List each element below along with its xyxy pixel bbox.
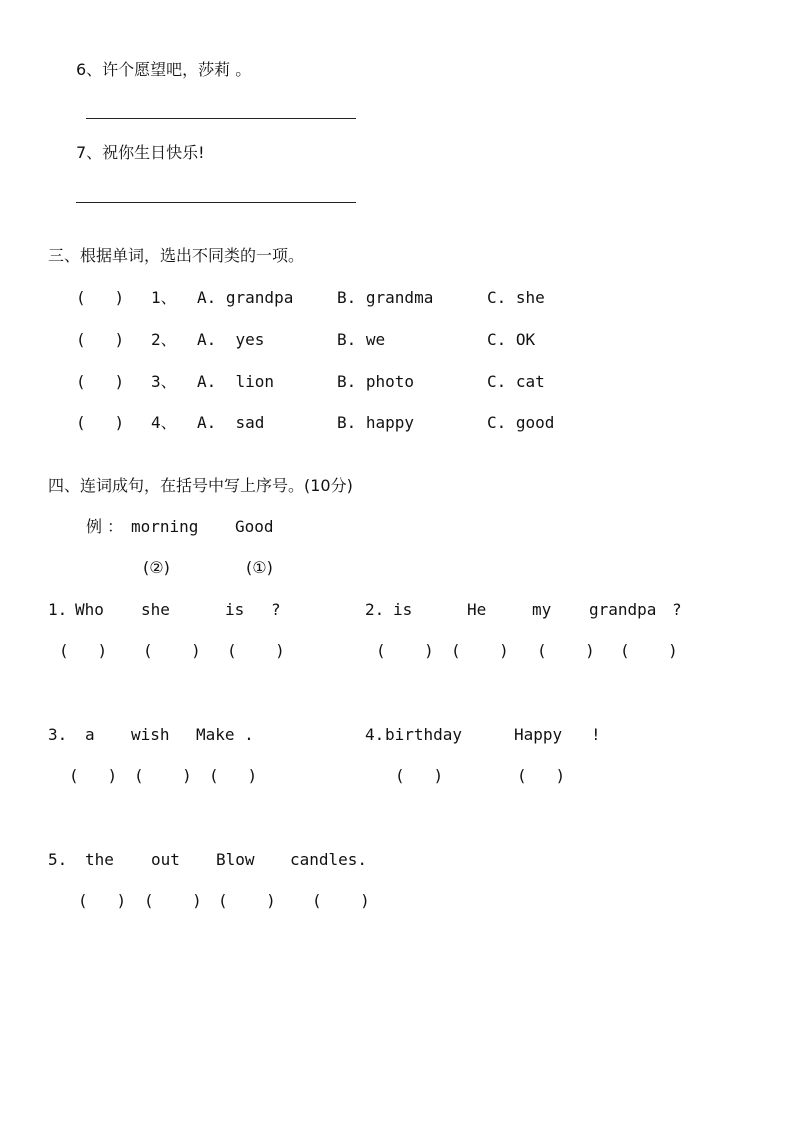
translation-q6: 6、许个愿望吧，莎莉 。 bbox=[76, 60, 252, 79]
word: she bbox=[141, 600, 170, 619]
option-b: B. photo bbox=[337, 372, 415, 391]
section4-title: 四、连词成句，在括号中写上序号。(10分) bbox=[48, 476, 353, 495]
word: a bbox=[85, 725, 95, 744]
word: ? bbox=[271, 600, 281, 619]
question-number: 5. bbox=[48, 850, 68, 869]
word: ? bbox=[672, 600, 682, 619]
word: Make . bbox=[196, 725, 254, 744]
answer-paren[interactable]: ( ) bbox=[227, 641, 285, 660]
answer-paren[interactable]: ( ) bbox=[76, 330, 125, 349]
word: out bbox=[151, 850, 180, 869]
answer-paren[interactable]: ( ) bbox=[59, 641, 108, 660]
section3-title: 三、根据单词，选出不同类的一项。 bbox=[48, 246, 305, 265]
word: wish bbox=[131, 725, 170, 744]
example-label: 例 ： bbox=[86, 517, 124, 536]
example-mark-1: (②) bbox=[143, 558, 170, 577]
item-number: 1、 bbox=[151, 288, 177, 307]
answer-paren[interactable]: ( ) bbox=[218, 891, 276, 910]
option-b: B. we bbox=[337, 330, 386, 349]
option-c: C. OK bbox=[487, 330, 536, 349]
word: Blow bbox=[216, 850, 255, 869]
option-a: A. yes bbox=[197, 330, 265, 349]
answer-paren[interactable]: ( ) bbox=[517, 766, 566, 785]
question-number: 1. bbox=[48, 600, 68, 619]
word: is bbox=[393, 600, 413, 619]
answer-line-q7[interactable] bbox=[76, 202, 356, 203]
option-c: C. she bbox=[487, 288, 545, 307]
answer-paren[interactable]: ( ) bbox=[312, 891, 370, 910]
word: Happy bbox=[514, 725, 563, 744]
word: the bbox=[85, 850, 114, 869]
option-c: C. good bbox=[487, 413, 555, 432]
option-b: B. happy bbox=[337, 413, 415, 432]
answer-paren[interactable]: ( ) bbox=[620, 641, 678, 660]
answer-paren[interactable]: ( ) bbox=[78, 891, 127, 910]
answer-paren[interactable]: ( ) bbox=[209, 766, 258, 785]
answer-paren[interactable]: ( ) bbox=[395, 766, 444, 785]
answer-paren[interactable]: ( ) bbox=[376, 641, 434, 660]
question-number: 3. bbox=[48, 725, 68, 744]
option-c: C. cat bbox=[487, 372, 545, 391]
word: is bbox=[225, 600, 245, 619]
answer-paren[interactable]: ( ) bbox=[143, 641, 201, 660]
word: birthday bbox=[385, 725, 463, 744]
answer-paren[interactable]: ( ) bbox=[76, 413, 125, 432]
question-number: 4. bbox=[365, 725, 385, 744]
word: my bbox=[532, 600, 552, 619]
answer-paren[interactable]: ( ) bbox=[451, 641, 509, 660]
word: He bbox=[467, 600, 487, 619]
answer-paren[interactable]: ( ) bbox=[144, 891, 202, 910]
word: Who bbox=[75, 600, 104, 619]
answer-paren[interactable]: ( ) bbox=[134, 766, 192, 785]
word: ! bbox=[591, 725, 601, 744]
answer-line-q6[interactable] bbox=[86, 118, 356, 119]
answer-paren[interactable]: ( ) bbox=[76, 288, 125, 307]
option-b: B. grandma bbox=[337, 288, 434, 307]
translation-q7: 7、祝你生日快乐! bbox=[76, 143, 205, 162]
question-number: 2. bbox=[365, 600, 385, 619]
word: grandpa bbox=[589, 600, 657, 619]
word: candles. bbox=[290, 850, 368, 869]
option-a: A. sad bbox=[197, 413, 265, 432]
answer-paren[interactable]: ( ) bbox=[76, 372, 125, 391]
option-a: A. lion bbox=[197, 372, 275, 391]
item-number: 2、 bbox=[151, 330, 177, 349]
example-mark-2: (①) bbox=[246, 558, 273, 577]
item-number: 3、 bbox=[151, 372, 177, 391]
option-a: A. grandpa bbox=[197, 288, 294, 307]
item-number: 4、 bbox=[151, 413, 177, 432]
example-word-2: Good bbox=[235, 517, 274, 536]
answer-paren[interactable]: ( ) bbox=[537, 641, 595, 660]
example-word-1: morning bbox=[131, 517, 199, 536]
answer-paren[interactable]: ( ) bbox=[69, 766, 118, 785]
